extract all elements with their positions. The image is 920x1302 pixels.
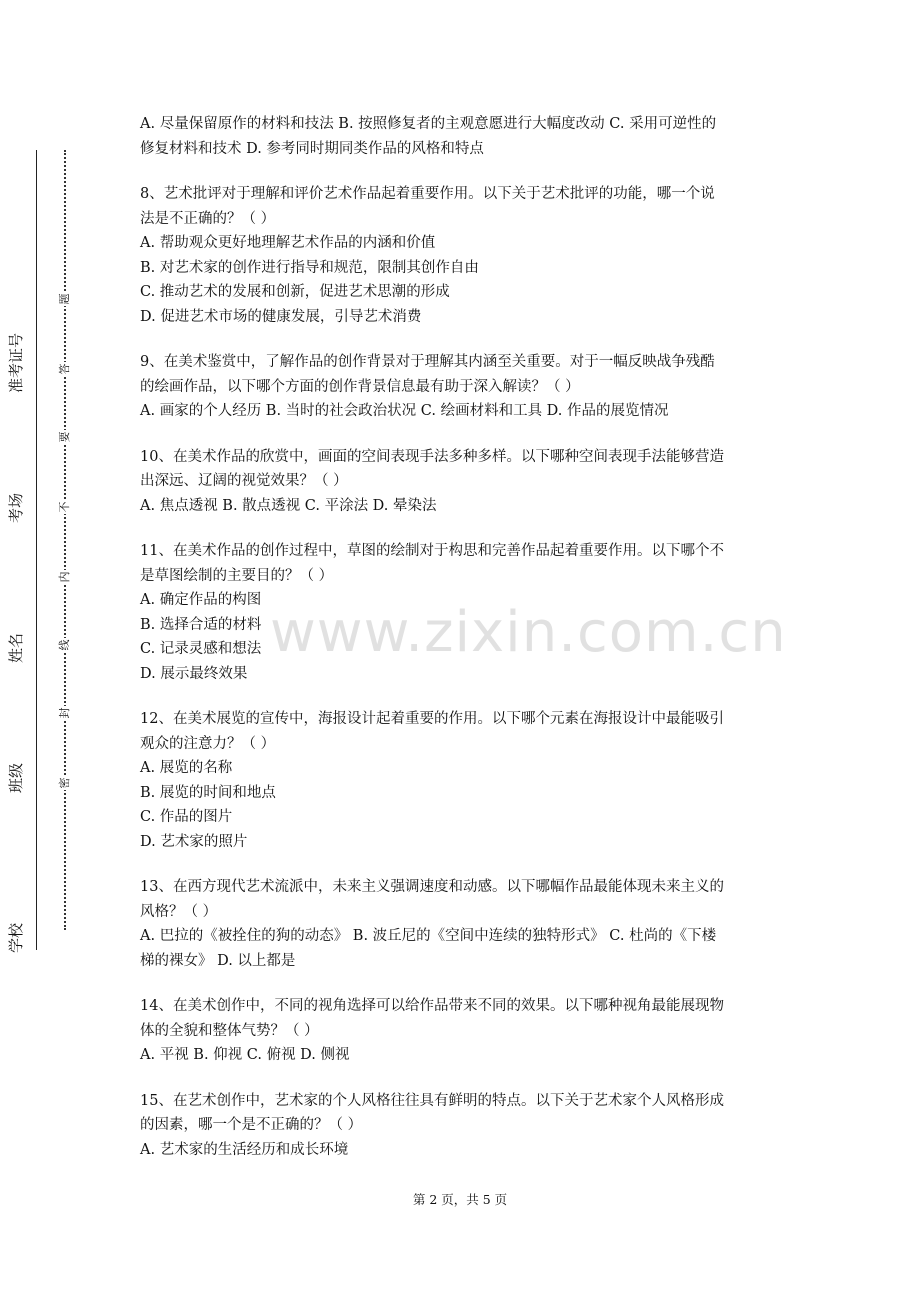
binding-line — [36, 150, 37, 950]
question-stem-line: A. 尽量保留原作的材料和技法 B. 按照修复者的主观意愿进行大幅度改动 C. 采用可逆性的 — [140, 116, 717, 132]
seal-char: 答 — [58, 363, 71, 375]
question-q13 — [140, 875, 790, 973]
question-q8 — [140, 182, 790, 329]
question-stem-line: 修复材料和技术 D. 参考同时期同类作品的风格和特点 — [140, 140, 484, 157]
label-exam-room: 考场 — [8, 461, 25, 525]
answer-option: C. 推动艺术的发展和创新，促进艺术思潮的形成 — [140, 284, 450, 300]
question-list — [140, 112, 790, 1183]
answer-option: D. 艺术家的照片 — [140, 833, 248, 850]
question-stem-line: 10、在美术作品的欣赏中，画面的空间表现手法多种多样。以下哪种空间表现手法能够营造 — [140, 448, 724, 465]
question-stem-line: 12、在美术展览的宣传中，海报设计起着重要的作用。以下哪个元素在海报设计中最能吸引 — [140, 711, 724, 727]
question-stem-line: 15、在艺术创作中，艺术家的个人风格往往具有鲜明的特点。以下关于艺术家个人风格形成 — [140, 1092, 724, 1109]
answer-option: B. 选择合适的材料 — [140, 616, 262, 633]
label-ticket-number: 准考证号 — [7, 332, 25, 393]
answer-option: A. 帮助观众更好地理解艺术作品的内涵和价值 — [140, 235, 436, 251]
answer-option: B. 对艺术家的创作进行指导和规范，限制其创作自由 — [140, 259, 479, 276]
seal-char: 封 — [58, 707, 71, 719]
answer-option: C. 记录灵感和想法 — [140, 641, 262, 657]
question-stem-line: 观众的注意力？（ ） — [140, 735, 276, 752]
question-q14 — [140, 994, 790, 1068]
watermark: www.zixin.com.cn — [270, 600, 787, 665]
answer-option: 梯的裸女》 D. 以上都是 — [140, 952, 296, 969]
answer-option: C. 作品的图片 — [140, 809, 233, 825]
answer-option: A. 确定作品的构图 — [140, 592, 262, 608]
question-q10 — [140, 445, 790, 519]
seal-dotted-line — [64, 150, 66, 930]
question-stem-line: 13、在西方现代艺术流派中，未来主义强调速度和动感。以下哪幅作品最能体现未来主义的 — [140, 879, 724, 895]
seal-char: 内 — [58, 571, 71, 583]
page-footer: 第 2 页，共 5 页 — [412, 1192, 508, 1207]
question-stem-line: 体的全貌和整体气势？（ ） — [140, 1022, 319, 1039]
seal-char: 线 — [58, 639, 71, 651]
seal-char: 要 — [58, 431, 71, 443]
answer-option: A. 巴拉的《被拴住的狗的动态》 B. 波丘尼的《空间中连续的独特形式》 C. 杜尚的《下楼 — [140, 928, 717, 944]
answer-option: A. 平视 B. 仰视 C. 俯视 D. 侧视 — [140, 1047, 350, 1063]
question-q12 — [140, 707, 790, 854]
question-stem-line: 是草图绘制的主要目的？（ ） — [140, 567, 334, 584]
question-stem-line: 法是不正确的？（ ） — [140, 210, 276, 227]
question-stem-line: 出深远、辽阔的视觉效果？（ ） — [140, 473, 348, 489]
question-stem-line: 11、在美术作品的创作过程中，草图的绘制对于构思和完善作品起着重要作用。以下哪个不 — [140, 543, 724, 559]
label-school: 学校 — [8, 891, 25, 955]
question-stem-line: 的因素，哪一个是不正确的？（ ） — [140, 1117, 363, 1133]
answer-option: A. 画家的个人经历 B. 当时的社会政治状况 C. 绘画材料和工具 D. 作品的展览情况 — [140, 403, 669, 419]
answer-option: A. 焦点透视 B. 散点透视 C. 平涂法 D. 晕染法 — [140, 497, 437, 514]
question-q11 — [140, 539, 790, 686]
question-q15 — [140, 1089, 790, 1163]
question-q9 — [140, 350, 790, 424]
label-name: 姓名 — [8, 601, 25, 665]
question-stem-line: 14、在美术创作中，不同的视角选择可以给作品带来不同的效果。以下哪种视角最能展现物 — [140, 998, 724, 1014]
answer-option: A. 展览的名称 — [140, 760, 233, 776]
label-class: 班级 — [8, 731, 25, 795]
question-stem-line: 8、艺术批评对于理解和评价艺术作品起着重要作用。以下关于艺术批评的功能，哪一个说 — [140, 186, 715, 202]
answer-option: D. 促进艺术市场的健康发展，引导艺术消费 — [140, 308, 422, 325]
seal-char: 题 — [58, 293, 71, 305]
question-stem-line: 9、在美术鉴赏中，了解作品的创作背景对于理解其内涵至关重要。对于一幅反映战争残酷 — [140, 354, 715, 370]
answer-option: B. 展览的时间和地点 — [140, 784, 276, 801]
answer-option: D. 展示最终效果 — [140, 665, 248, 682]
question-q7-options — [140, 112, 790, 161]
answer-option: A. 艺术家的生活经历和成长环境 — [140, 1141, 349, 1158]
seal-char: 不 — [58, 501, 71, 513]
question-stem-line: 风格？（ ） — [140, 903, 218, 920]
question-stem-line: 的绘画作品，以下哪个方面的创作背景信息最有助于深入解读？（ ） — [140, 378, 580, 395]
binding-margin — [0, 0, 110, 1302]
seal-char: 密 — [58, 777, 71, 789]
